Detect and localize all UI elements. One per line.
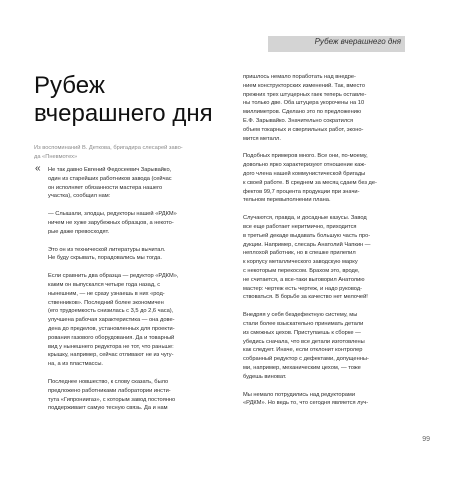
- text-line: прежних трех штуцерных гаек теперь оставле-: [243, 91, 367, 98]
- article-intro: [34, 144, 230, 161]
- text-line: на, а из пластмассы.: [48, 361, 104, 368]
- text-line: мится металл.: [243, 135, 281, 142]
- text-line: Е.Ф. Зарывайко. Значительно сократился: [243, 117, 354, 124]
- text-line: вид у нынешнего редуктора не тот, что раньше:: [48, 343, 174, 350]
- text-line: поддерживает самую тесную связь. Да и нам: [48, 405, 168, 412]
- text-line: фектов 99,7 процента продукции при значи-: [243, 188, 360, 195]
- text-line: Мы немало потрудились над редукторами: [243, 391, 355, 398]
- right-text-column: [243, 73, 429, 417]
- text-line: пришлось немало поработать над внедре-: [243, 74, 356, 80]
- text-line: к своей работе. В среднем за месяц сдаем без де-: [243, 179, 377, 186]
- article-title-line: Рубеж: [34, 72, 105, 99]
- paragraph: [243, 152, 429, 205]
- text-line: довольно ярко характеризуют отношение каж-: [243, 162, 366, 169]
- intro-line: Из воспоминаний В. Деткова, бригадира слесарей заво-: [34, 145, 183, 151]
- text-line: один из старейших работников завода (сейчас: [48, 175, 172, 182]
- text-line: с некоторым перекосом. Брахом это, вроде,: [243, 267, 360, 274]
- text-line: Если сравнить два образца — редуктор «РДКМ»,: [48, 273, 179, 280]
- text-line: крышку, например, сейчас отливают не из чугу-: [48, 352, 174, 359]
- opening-quote-mark: «: [35, 163, 41, 174]
- text-line: Внедряя у себя бездефектную систему, мы: [243, 312, 358, 319]
- text-line: рые даже превосходят.: [48, 228, 110, 235]
- text-line: ствоваться. В борьбе за качество нет мелочей!: [243, 294, 368, 301]
- text-line: «РДКМ». Но ведь то, что сегодня является луч-: [243, 400, 369, 407]
- text-line: в третьей декаде выдавать большую часть про-: [243, 232, 371, 239]
- text-line: улучшена рабочая характеристика — она дове-: [48, 317, 175, 324]
- article-title: [34, 72, 234, 128]
- text-line: к корпусу металлического заводскую марку: [243, 259, 358, 266]
- paragraph: [48, 246, 230, 264]
- text-line: стали более взыскательно принимать детали: [243, 320, 364, 327]
- text-line: ми, например, механическим цехом, — тоже: [243, 364, 361, 371]
- text-line: Не так давно Евгений Федосеевич Зарывайко,: [48, 167, 172, 173]
- paragraph: [48, 210, 230, 236]
- text-line: дукции. Например, слесарь Анатолий Чапкин —: [243, 241, 371, 248]
- text-line: нием конструкторских изменений. Так, вместо: [243, 82, 365, 89]
- paragraph: [243, 73, 429, 143]
- text-line: объем токарных и сверлильных работ, эконо-: [243, 126, 364, 133]
- text-line: будешь виноват.: [243, 373, 287, 380]
- text-line: миллиметров. Сделано это по предложению: [243, 109, 362, 116]
- intro-line: да «Пневмотех»: [34, 153, 78, 160]
- page-number: 99: [422, 436, 430, 443]
- text-line: все еще работает неритмично, приходится: [243, 223, 357, 230]
- text-line: ничем не хуже зарубежных образцов, а некото-: [48, 219, 174, 226]
- text-line: ны только две. Оба штуцера укорочены на 10: [243, 100, 365, 107]
- text-line: (его трудоемкость снизилась с 3,5 до 2,6 часа),: [48, 308, 174, 315]
- text-line: Это он из технической литературы вычитал.: [48, 246, 166, 253]
- text-line: неплохой работник, но в спешке прилепил: [243, 250, 356, 257]
- text-line: предложено работниками лаборатории инсти-: [48, 387, 171, 394]
- text-line: тельном перевыполнении плана.: [243, 197, 331, 204]
- text-line: Подобных примеров много. Все они, по-моему,: [243, 153, 368, 160]
- text-line: каким он выпускался четыре года назад, с: [48, 281, 161, 288]
- running-header-title: Рубеж вчерашнего дня: [314, 37, 401, 46]
- text-line: рования газового оборудования. Да и товарный: [48, 334, 175, 341]
- paragraph: [48, 166, 230, 201]
- paragraph: [48, 272, 230, 369]
- text-line: тута «Гипрониигаз», с которым завод постоянно: [48, 396, 176, 403]
- text-line: Не буду скрывать, порадовались мы тогда.: [48, 255, 162, 262]
- text-line: он исполняет обязанности мастера нашего: [48, 184, 163, 191]
- paragraph: [243, 214, 429, 302]
- text-line: из смежных цехов. Приступаешь к сборке —: [243, 329, 361, 336]
- text-line: мастер: чертеж есть чертеж, и надо руковод-: [243, 285, 363, 292]
- text-line: Случаются, правда, и досадные казусы. Завод: [243, 215, 367, 222]
- text-line: нынешним, — не сразу узнаешь в них «род-: [48, 290, 165, 297]
- left-text-column: [48, 166, 230, 422]
- text-line: дого члена нашей коммунистической бригады: [243, 170, 366, 177]
- text-line: собранный редуктор с дефектами, допущенны-: [243, 356, 369, 363]
- paragraph: [243, 391, 429, 409]
- text-line: убедись сначала, что все детали изготовлены: [243, 338, 365, 345]
- text-line: участка), сообщил нам:: [48, 193, 111, 200]
- text-line: не считается, а все-таки выговорил Анатолию: [243, 276, 365, 283]
- paragraph: [243, 311, 429, 381]
- text-line: как следует. Иначе, если отклонит контролер: [243, 347, 363, 354]
- text-line: дена до пределов, установленных для проекти-: [48, 325, 175, 332]
- paragraph: [48, 378, 230, 413]
- text-line: Последнее новшество, к слову сказать, было: [48, 378, 169, 385]
- article-title-line: вчерашнего дня: [34, 100, 213, 127]
- text-line: — Слышали, злодцы, редукторы нашей «РДКМ»: [48, 211, 177, 218]
- text-line: ственников». Последний более экономичен: [48, 299, 164, 306]
